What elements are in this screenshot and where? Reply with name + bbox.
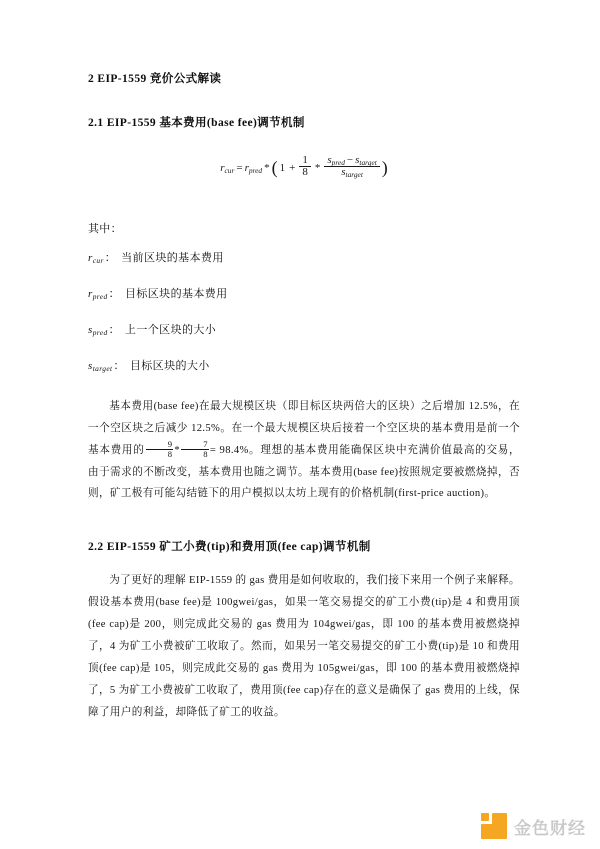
definition-colon: ： (108, 323, 120, 336)
definition-item (88, 324, 520, 338)
heading-section-2: 2 EIP-1559 竞价公式解读 (88, 73, 222, 85)
heading-section-2-1: 2.1 EIP-1559 基本费用(base fee)调节机制 (88, 117, 305, 129)
paragraph-base-fee-part2: = 98.4%。理想的基本费用能确保区块中充满价值最高的交易，由于需求的不断改变，基本费用也随之调节。基本费用(base fee)按照规定要被燃烧掉，否则，矿工极有可能勾结链下的用户模拟以太坊上现有的价格机制(first-price auction)。 (88, 444, 520, 500)
definition-colon: ： (113, 359, 125, 372)
definition-symbol: $s_{pred}$ (88, 323, 108, 337)
base-fee-formula (88, 156, 520, 196)
formula-multiply-1: * (264, 161, 270, 174)
watermark (481, 813, 586, 839)
formula-size-fraction (324, 155, 379, 179)
definition-item (88, 252, 520, 266)
formula-coefficient-fraction: $\frac{1}{8}$ (299, 155, 311, 178)
definitions-label: 其中： (88, 223, 122, 235)
definition-description: 当前区块的基本费用 (121, 252, 224, 264)
inline-fraction-seven-eighths: $\frac{7}{8}$ (181, 440, 209, 459)
formula-expression (220, 156, 388, 180)
paragraph-tip-fee-cap: 为了更好的理解 EIP-1559 的 gas 费用是如何收取的，我们接下来用一个例子来解释。假设基本费用(base fee)是 100gwei/gas，如果一笔交易提交的矿工小费(tip)是 4 和费用顶(fee cap)是 200，则完成此交易的 gas 费用为 104gwei/gas，即 100 的基本费用被燃烧掉了，4 为矿工小费被矿工收取了。然而，如果另一笔交易提交的矿工小费(tip)是 10 和费用顶(fee cap)是 105，则完成此交易的 gas 费用为 105gwei/gas，即 100 的基本费用被燃烧掉了，5 为矿工小费被矿工收取了，费用顶(fee cap)存在的意义是确保了 gas 费用的上线，保障了用户的利益，却降低了矿工的收益。 (88, 575, 520, 718)
formula-open-paren: ( (271, 157, 278, 178)
jinse-logo-icon (481, 813, 507, 839)
definition-description: 目标区块的基本费用 (124, 287, 228, 300)
formula-plus: + (289, 161, 296, 174)
paragraph-base-fee-part1: 基本费用(base fee)在最大规模区块（即目标区块两倍大的区块）之后增加 12.5%，在一个空区块之后减少 12.5%。在一个最大规模区块后接着一个空区块的基本费用是前一个基本费用的 (88, 400, 520, 456)
formula-one: 1 (279, 161, 286, 174)
definition-symbol: $r_{pred}$ (88, 287, 108, 301)
definition-item (88, 288, 520, 302)
paragraph-base-fee (88, 396, 520, 506)
definition-item (88, 360, 520, 374)
definition-symbol: $s_{target}$ (88, 359, 113, 373)
inline-multiply: * (174, 444, 181, 456)
definition-colon: ： (104, 252, 117, 264)
logo-notch-square (481, 824, 496, 839)
logo-small-square (481, 813, 489, 821)
inline-fraction-nine-eighths: $\frac{9}{8}$ (146, 440, 174, 459)
formula-multiply-2: * (314, 161, 321, 174)
formula-close-paren: ) (381, 157, 388, 178)
heading-section-2-2: 2.2 EIP-1559 矿工小费(tip)和费用顶(fee cap)调节机制 (88, 541, 371, 554)
formula-fraction-denominator: $s_{target}$ (341, 166, 363, 180)
definition-description: 目标区块的大小 (129, 359, 210, 372)
formula-lhs: $r_{cur}$ (220, 161, 235, 175)
watermark-brand-text: 金色财经 (514, 818, 586, 839)
definition-colon: ： (108, 287, 120, 300)
definition-description: 上一个区块的大小 (124, 323, 217, 336)
definition-symbol: $r_{cur}$ (88, 252, 104, 266)
formula-equals: = (236, 161, 243, 174)
formula-fraction-numerator: $s_{pred} - s_{target}$ (324, 155, 379, 167)
formula-rhs-var: $r_{pred}$ (244, 161, 263, 175)
variable-definition-list (88, 252, 520, 374)
